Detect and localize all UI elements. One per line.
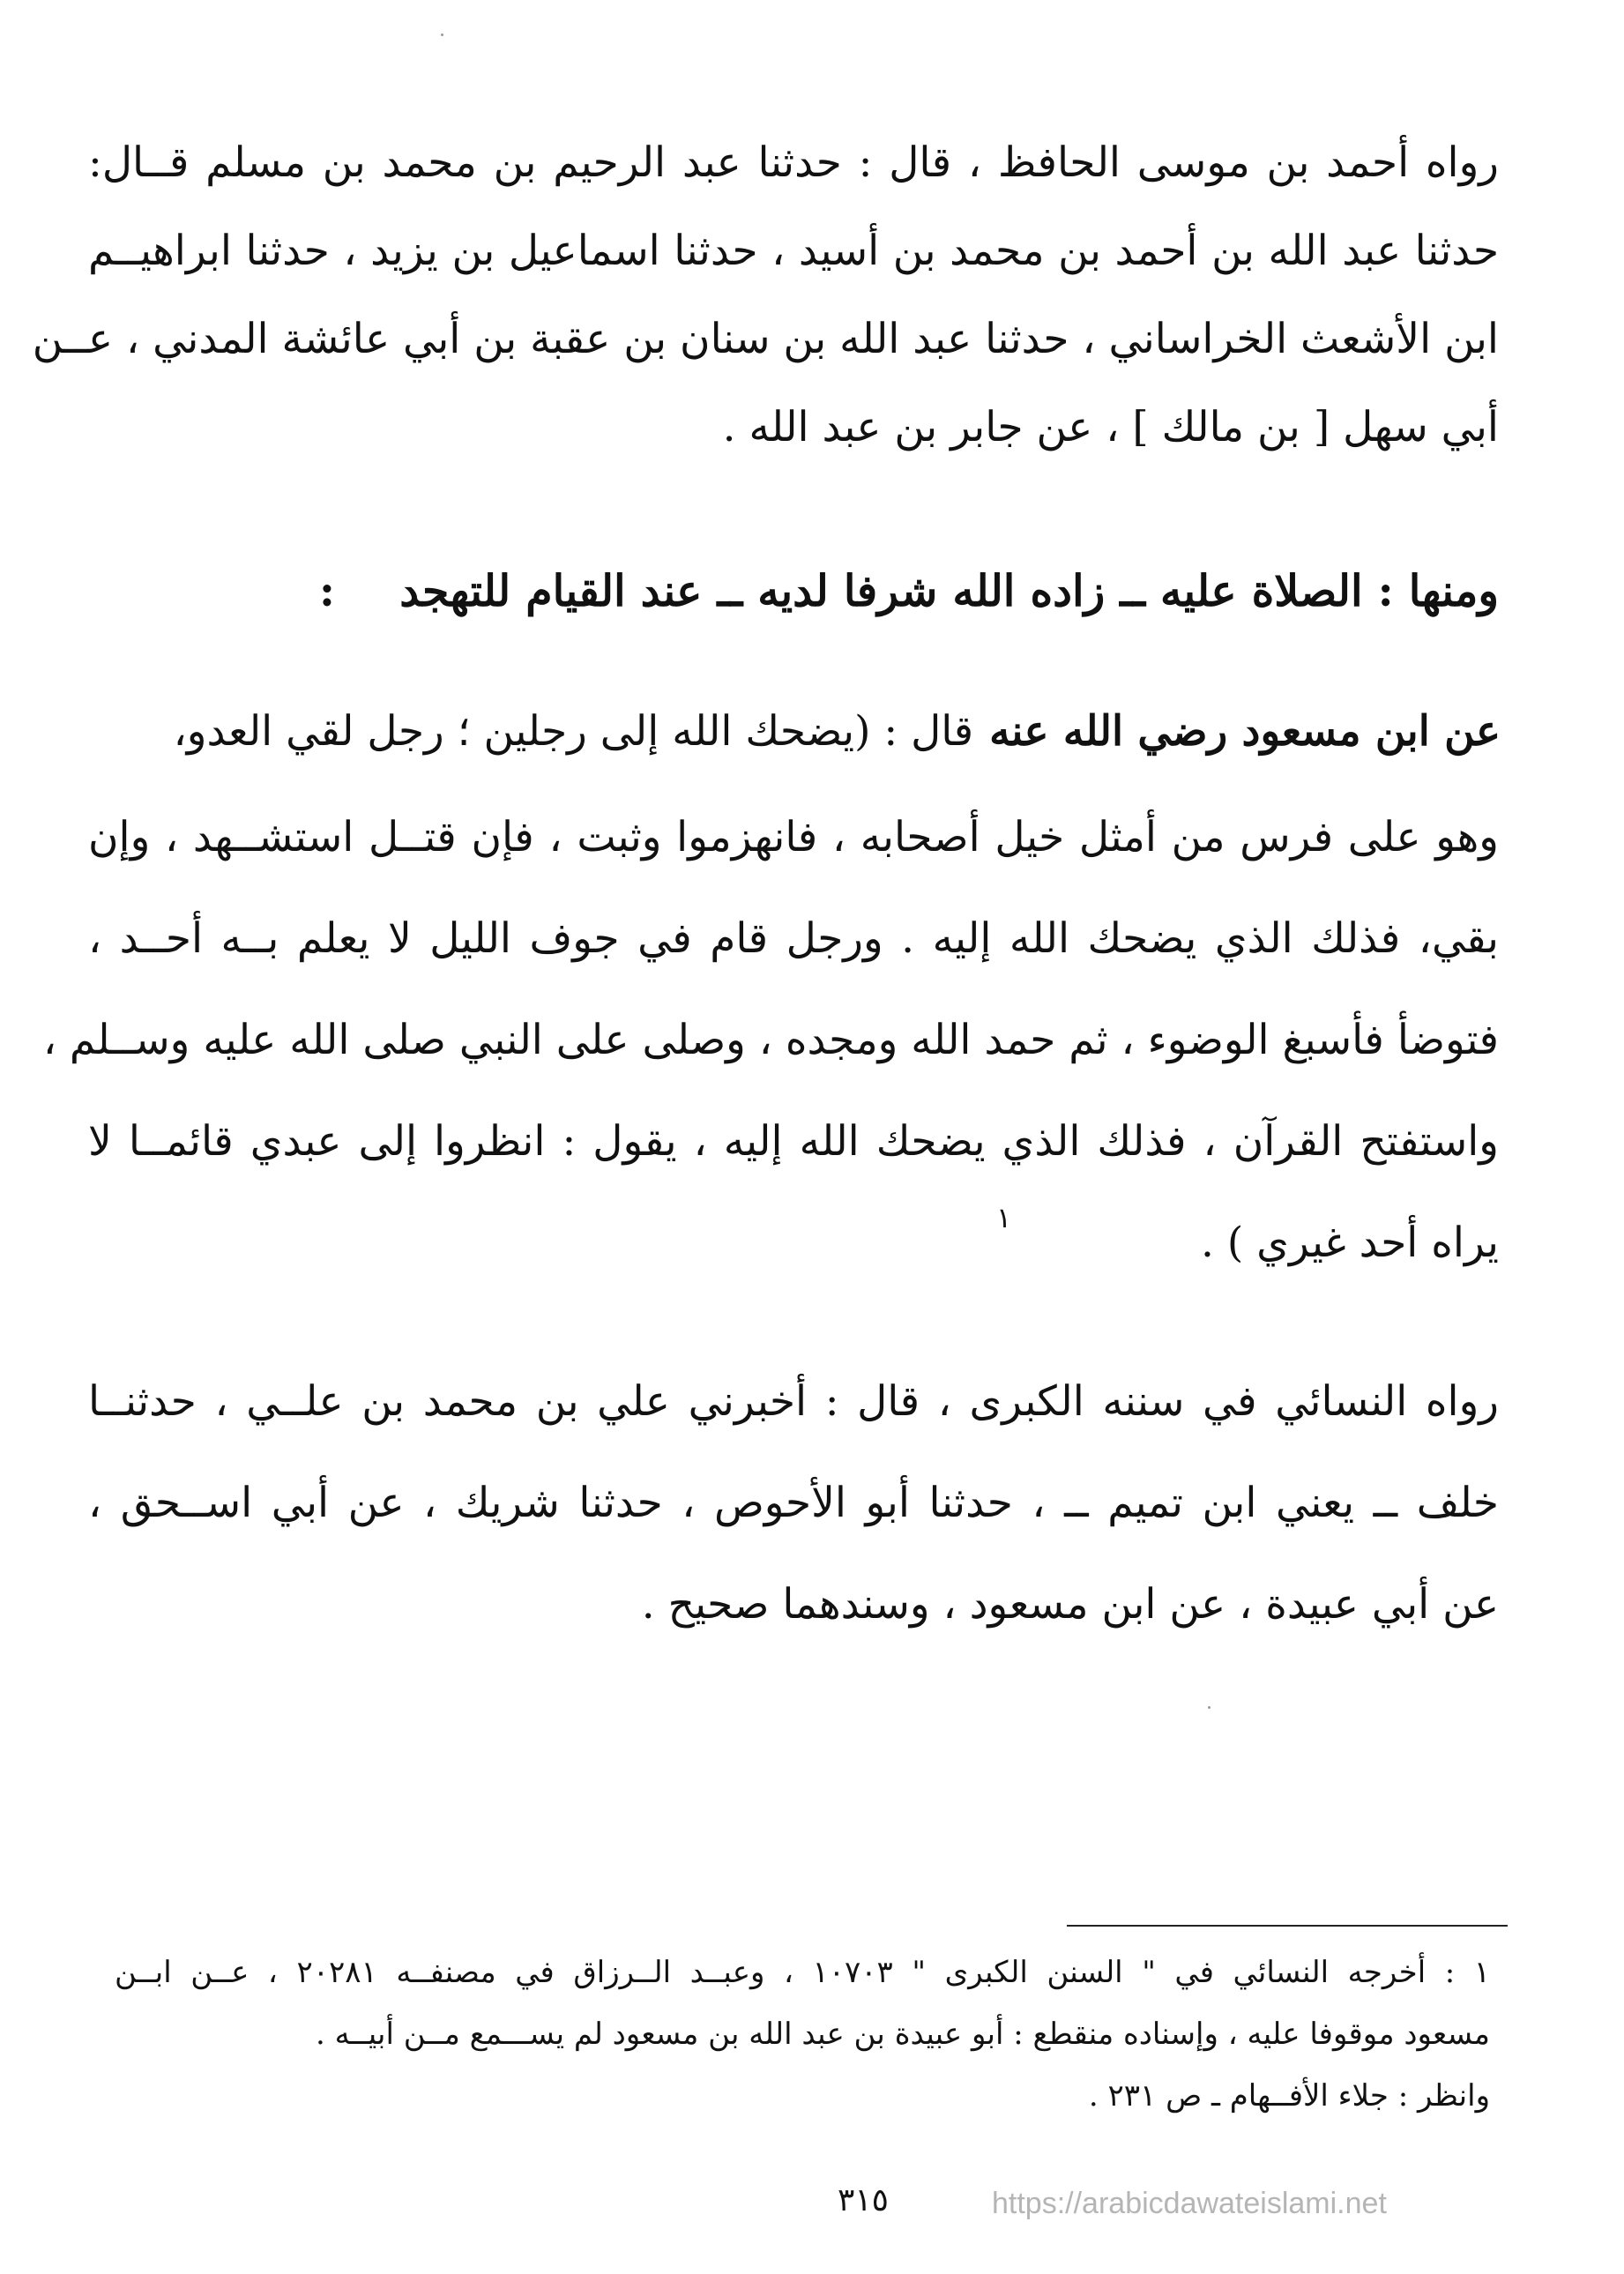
body-line: رواه النسائي في سننه الكبرى ، قال : أخبرني علي بن محمد بن علــي ، حدثنــا xyxy=(88,1377,1499,1426)
footnote-line: مسعود موقوفا عليه ، وإسناده منقطع : أبو عبيدة بن عبد الله بن مسعود لم يســـمع مــن أبيــه . xyxy=(316,2017,1490,2052)
body-line: حدثنا عبد الله بن أحمد بن محمد بن أسيد ، حدثنا اسماعيل بن يزيد ، حدثنا ابراهيــم xyxy=(88,227,1499,275)
body-line: ابن الأشعث الخراساني ، حدثنا عبد الله بن سنان بن عقبة بن أبي عائشة المدني ، عــن xyxy=(32,315,1499,363)
scan-speck xyxy=(1208,1706,1211,1709)
body-line: خلف ــ يعني ابن تميم ــ ، حدثنا أبو الأحوص ، حدثنا شريك ، عن أبي اســحق ، xyxy=(88,1479,1499,1527)
scan-speck xyxy=(441,34,443,36)
body-line: بقي، فذلك الذي يضحك الله إليه . ورجل قام في جوف الليل لا يعلم بــه أحــد ، xyxy=(88,914,1499,963)
body-line: رواه أحمد بن موسى الحافظ ، قال : حدثنا عبد الرحيم بن محمد بن مسلم قــال: xyxy=(88,138,1499,187)
footnote-line: وانظر : جلاء الأفــهام ـ ص ٢٣١ . xyxy=(1088,2078,1490,2114)
body-line-last: يراه أحد غيري ) . xyxy=(1201,1219,1499,1267)
body-line: فتوضأ فأسبغ الوضوء ، ثم حمد الله ومجده ، وصلى على النبي صلى الله عليه وســلم ، xyxy=(42,1016,1499,1064)
page-number: ٣١٥ xyxy=(838,2182,890,2218)
hadith-first-line xyxy=(88,705,1501,758)
section-heading: ومنها : الصلاة عليه ــ زاده الله شرفا لديه ــ عند القيام للتهجد xyxy=(399,565,1499,616)
body-line: أبي سهل [ بن مالك ] ، عن جابر بن عبد الله . xyxy=(722,403,1499,451)
body-line: واستفتح القرآن ، فذلك الذي يضحك الله إليه ، يقول : انظروا إلى عبدي قائمــا لا xyxy=(88,1117,1499,1166)
section-heading-colon: : xyxy=(318,565,335,616)
footnote-marker: ١ xyxy=(996,1201,1012,1234)
footnote-line: ١ : أخرجه النسائي في " السنن الكبرى " ١٠٧٠٣ ، وعبــد الــرزاق في مصنفــه ٢٠٢٨١ ، عــن ابــن xyxy=(115,1955,1490,1990)
footnote-separator xyxy=(1067,1925,1508,1927)
watermark-url: https://arabicdawateislami.net xyxy=(992,2187,1387,2220)
hadith-text: قال : (يضحك الله إلى رجلين ؛ رجل لقي العدو، xyxy=(173,707,974,756)
narrator-bold: عن ابن مسعود رضي الله عنه xyxy=(989,707,1501,756)
body-line: وهو على فرس من أمثل خيل أصحابه ، فانهزموا وثبت ، فإن قتــل استشــهد ، وإن xyxy=(88,813,1499,861)
body-line-last: عن أبي عبيدة ، عن ابن مسعود ، وسندهما صحيح . xyxy=(641,1580,1499,1629)
